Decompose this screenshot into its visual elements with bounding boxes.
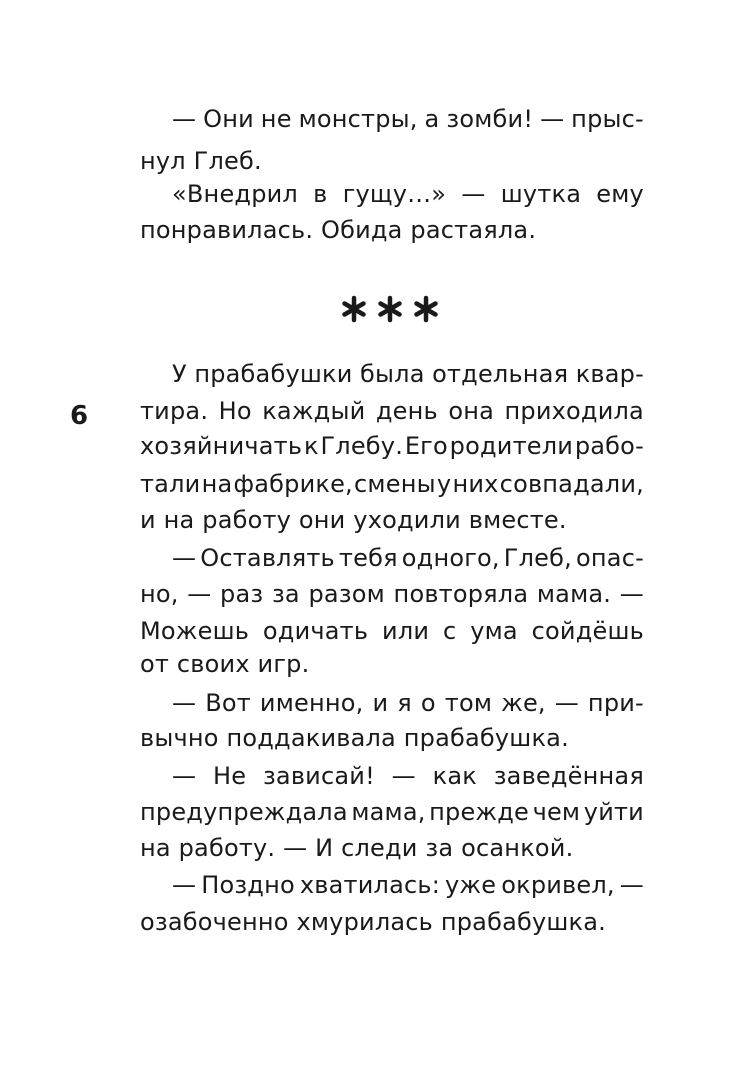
word: монстры, bbox=[298, 105, 418, 133]
text-line bbox=[140, 644, 644, 684]
text-line-content: нул Глеб. bbox=[140, 147, 262, 175]
word: опас- bbox=[576, 544, 644, 572]
word: зависай! bbox=[262, 762, 375, 790]
word: зомби! bbox=[446, 105, 534, 133]
word: мама, bbox=[351, 798, 426, 826]
text-line bbox=[172, 865, 644, 905]
asterisk-icon bbox=[412, 295, 440, 323]
text-line bbox=[140, 574, 644, 614]
word: каждый bbox=[262, 397, 366, 425]
word: — bbox=[554, 689, 579, 717]
word: — bbox=[461, 180, 486, 208]
text-line bbox=[172, 99, 644, 139]
word: У bbox=[172, 360, 187, 388]
word: именно, bbox=[259, 689, 364, 717]
word: Не bbox=[212, 762, 247, 790]
word: тали bbox=[140, 470, 201, 498]
word: в bbox=[313, 180, 328, 208]
word: она bbox=[448, 397, 495, 425]
word: — bbox=[172, 544, 197, 572]
word: — bbox=[187, 580, 212, 608]
word: была bbox=[360, 360, 425, 388]
text-line bbox=[140, 500, 644, 540]
word: чем bbox=[532, 798, 581, 826]
word: повторяла bbox=[393, 580, 529, 608]
text-line bbox=[172, 354, 644, 394]
word: тира. bbox=[140, 397, 209, 425]
word: о bbox=[420, 689, 436, 717]
word: и bbox=[372, 689, 389, 717]
word: хватилась: bbox=[299, 871, 441, 899]
word: смены bbox=[354, 470, 436, 498]
word: с bbox=[442, 617, 457, 645]
word: Поздно bbox=[201, 871, 295, 899]
word: к bbox=[303, 432, 319, 460]
text-line bbox=[140, 792, 644, 832]
word: а bbox=[424, 105, 440, 133]
text-line-content: озабоченно хмурилась прабабушка. bbox=[140, 908, 606, 936]
word: предупреждала bbox=[140, 798, 348, 826]
word: раз bbox=[220, 580, 264, 608]
word: не bbox=[260, 105, 292, 133]
word: родители bbox=[449, 432, 574, 460]
word: мама. bbox=[536, 580, 612, 608]
word: прабабушки bbox=[194, 360, 353, 388]
word: отдельная bbox=[432, 360, 569, 388]
word: Вот bbox=[205, 689, 251, 717]
word: разом bbox=[308, 580, 385, 608]
word: же, bbox=[501, 689, 546, 717]
word: «Внедрил bbox=[172, 180, 298, 208]
text-line bbox=[140, 828, 644, 868]
text-line bbox=[140, 464, 644, 504]
word: — bbox=[172, 762, 197, 790]
word: — bbox=[619, 580, 644, 608]
word: — bbox=[172, 689, 197, 717]
word: уже bbox=[445, 871, 497, 899]
text-line bbox=[140, 210, 644, 250]
word: Его bbox=[404, 432, 448, 460]
word: ему bbox=[596, 180, 644, 208]
word: одного, bbox=[401, 544, 500, 572]
word: Оставлять bbox=[200, 544, 335, 572]
text-line bbox=[140, 902, 644, 942]
text-line bbox=[172, 756, 644, 796]
word: уйти bbox=[583, 798, 644, 826]
text-line-content: от своих игр. bbox=[140, 650, 310, 678]
word: окривел, bbox=[501, 871, 615, 899]
word: Они bbox=[203, 105, 254, 133]
word: при- bbox=[587, 689, 644, 717]
word: прежде bbox=[429, 798, 530, 826]
word: как bbox=[432, 762, 477, 790]
word: я bbox=[397, 689, 412, 717]
word: — bbox=[391, 762, 416, 790]
word: Можешь bbox=[140, 617, 250, 645]
word: за bbox=[271, 580, 300, 608]
word: — bbox=[172, 871, 197, 899]
word: приходила bbox=[504, 397, 644, 425]
text-line-content: и на работу они уходили вместе. bbox=[140, 506, 567, 534]
text-line bbox=[140, 391, 644, 431]
word: совпадали, bbox=[499, 470, 644, 498]
asterisk-icon bbox=[340, 295, 368, 323]
word: фабрике, bbox=[233, 470, 353, 498]
word: — bbox=[540, 105, 565, 133]
word: тебя bbox=[338, 544, 398, 572]
word: день bbox=[375, 397, 438, 425]
text-line-content: на работу. — И следи за осанкой. bbox=[140, 834, 574, 862]
text-line-content: понравилась. Обида растаяла. bbox=[140, 216, 537, 244]
word: но, bbox=[140, 580, 179, 608]
word: у bbox=[436, 470, 452, 498]
word: квар- bbox=[575, 360, 644, 388]
word: заведённая bbox=[493, 762, 644, 790]
word: Глеб, bbox=[503, 544, 572, 572]
word: одичать bbox=[262, 617, 369, 645]
word: или bbox=[382, 617, 430, 645]
text-line bbox=[172, 683, 644, 723]
word: гущу…» bbox=[342, 180, 447, 208]
section-separator bbox=[340, 287, 440, 331]
text-line-content: вычно поддакивала прабабушка. bbox=[140, 724, 569, 752]
text-line bbox=[172, 174, 644, 214]
text-line bbox=[140, 718, 644, 758]
word: рабо- bbox=[574, 432, 644, 460]
word: ума bbox=[470, 617, 518, 645]
word: Глебу. bbox=[320, 432, 404, 460]
word: — bbox=[172, 105, 197, 133]
word: на bbox=[201, 470, 233, 498]
word: них bbox=[452, 470, 499, 498]
word: шутка bbox=[500, 180, 582, 208]
word: — bbox=[619, 871, 644, 899]
word: хозяйничать bbox=[140, 432, 303, 460]
text-line bbox=[140, 426, 644, 466]
word: том bbox=[444, 689, 493, 717]
word: прыс- bbox=[571, 105, 644, 133]
word: Но bbox=[218, 397, 252, 425]
word: сойдёшь bbox=[531, 617, 644, 645]
page-number: 6 bbox=[70, 401, 89, 431]
text-line bbox=[172, 538, 644, 578]
asterisk-icon bbox=[376, 295, 404, 323]
